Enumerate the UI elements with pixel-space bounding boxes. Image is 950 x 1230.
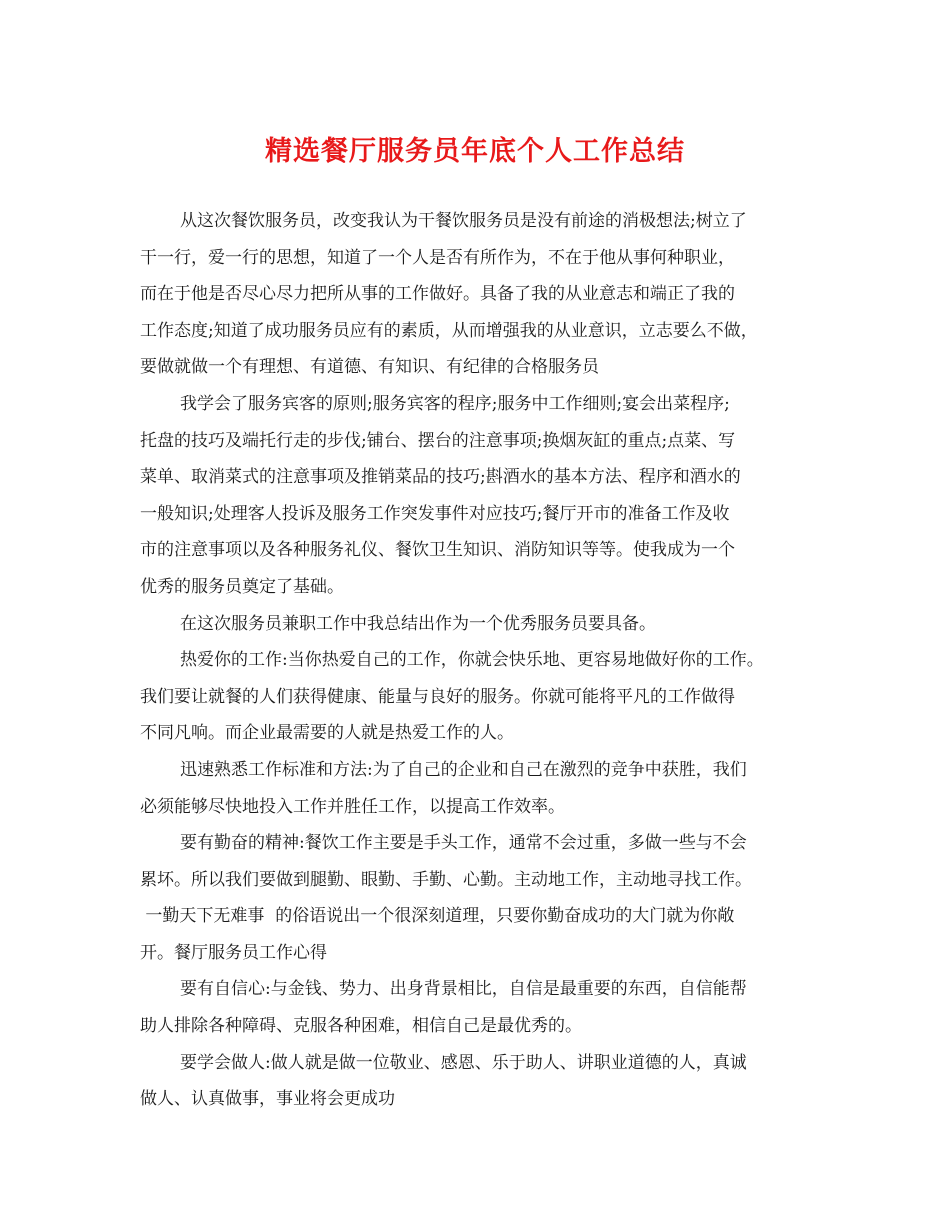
text-line: 要学会做人:做人就是做一位敬业、感恩、乐于助人、讲职业道德的人，真诚 [180,1052,747,1073]
text-line: 要有勤奋的精神:餐饮工作主要是手头工作，通常不会过重，多做一些与不会 [180,833,747,854]
text-line: 我们要让就餐的人们获得健康、能量与良好的服务。你就可能将平凡的工作做得 [140,686,735,707]
text-line: 要有自信心:与金钱、势力、出身背景相比，自信是最重要的东西，自信能帮 [180,979,747,1000]
text-line: 我学会了服务宾客的原则;服务宾客的程序;服务中工作细则;宴会出菜程序; [180,393,730,414]
text-line: 菜单、取消菜式的注意事项及推销菜品的技巧;斟酒水的基本方法、程序和酒水的 [140,467,741,488]
text-line: 市的注意事项以及各种服务礼仪、餐饮卫生知识、消防知识等等。使我成为一个 [140,540,735,561]
text-line: 助人排除各种障碍、克服各种困难，相信自己是最优秀的。 [140,1016,582,1037]
text-line: 在这次服务员兼职工作中我总结出作为一个优秀服务员要具备。 [180,613,656,634]
text-line: 一勤天下无难事 的俗语说出一个很深刻道理，只要你勤奋成功的大门就为你敞 [140,906,735,927]
text-line: 不同凡响。而企业最需要的人就是热爱工作的人。 [140,723,514,744]
text-line: 托盘的技巧及端托行走的步伐;铺台、摆台的注意事项;换烟灰缸的重点;点菜、写 [140,430,736,451]
text-line: 一般知识;处理客人投诉及服务工作突发事件对应技巧;餐厅开市的准备工作及收 [140,503,730,524]
text-line: 优秀的服务员奠定了基础。 [140,576,344,597]
text-line: 干一行，爱一行的思想，知道了一个人是否有所作为，不在于他从事何种职业， [140,247,735,268]
document-body [140,203,820,1118]
text-line: 累坏。所以我们要做到腿勤、眼勤、手勤、心勤。主动地工作，主动地寻找工作。 [140,869,752,890]
text-line: 而在于他是否尽心尽力把所从事的工作做好。具备了我的从业意志和端正了我的 [140,284,735,305]
text-line: 做人、认真做事，事业将会更成功 [140,1089,395,1110]
text-line: 要做就做一个有理想、有道德、有知识、有纪律的合格服务员 [140,357,599,378]
document-title: 精选餐厅服务员年底个人工作总结 [265,136,685,167]
text-line: 热爱你的工作:当你热爱自己的工作，你就会快乐地、更容易地做好你的工作。 [180,650,764,671]
text-line: 迅速熟悉工作标准和方法:为了自己的企业和自己在激烈的竞争中获胜，我们 [180,759,747,780]
text-line: 从这次餐饮服务员，改变我认为干餐饮服务员是没有前途的消极想法;树立了 [180,211,747,231]
text-line: 开。餐厅服务员工作心得 [140,942,327,963]
text-line: 工作态度;知道了成功服务员应有的素质，从而增强我的从业意识，立志要么不做， [140,320,758,341]
text-line: 必须能够尽快地投入工作并胜任工作，以提高工作效率。 [140,796,565,817]
